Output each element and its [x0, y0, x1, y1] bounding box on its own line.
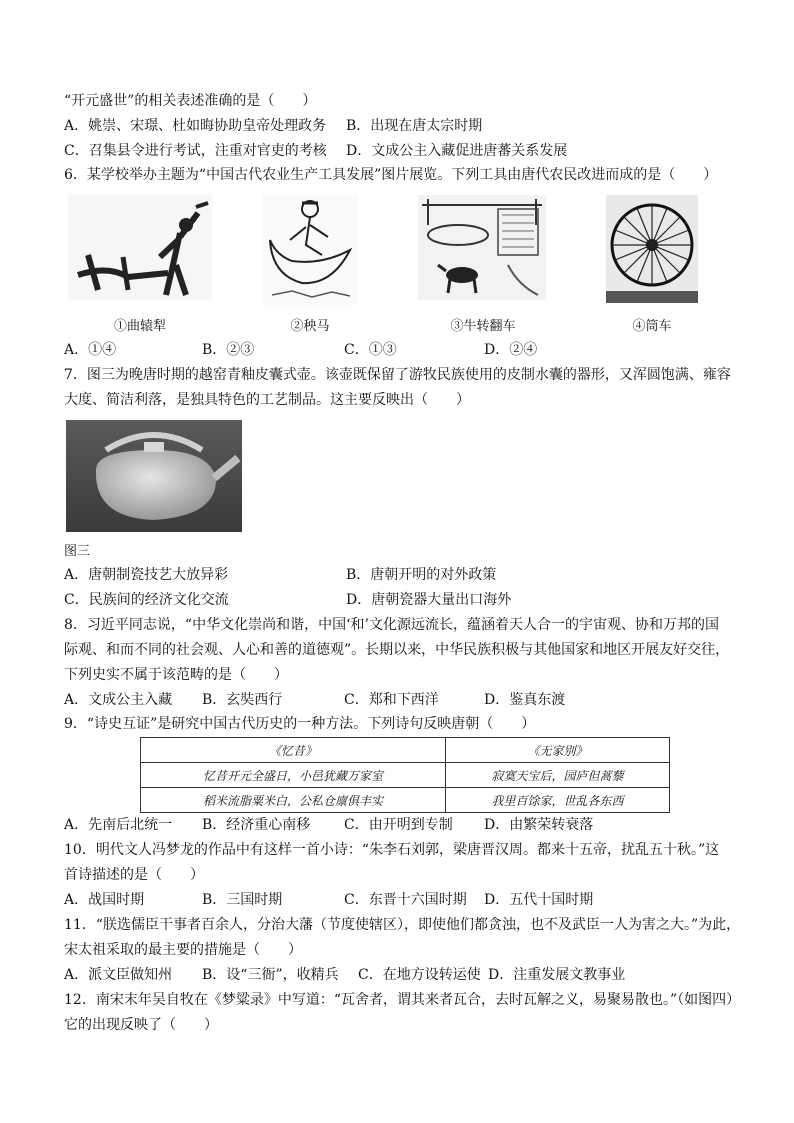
table-cell: 稻米流脂粟米白，公私仓廪俱丰实 [141, 788, 446, 813]
q10-option-c: C．东晋十六国时期 [344, 892, 467, 908]
q5-option-d: D．文成公主入藏促进唐蕃关系发展 [346, 143, 568, 159]
q5-stem: “开元盛世”的相关表述准确的是（ ） [64, 93, 317, 109]
poem-table [140, 737, 670, 813]
table-header-cell: 《忆昔》 [141, 738, 446, 763]
q6-caption-2: ②秧马 [290, 319, 330, 334]
q6-caption-4: ④筒车 [632, 319, 672, 334]
q7-option-b: B．唐朝开明的对外政策 [346, 567, 497, 583]
q11-stem-line2: 宋太祖采取的最主要的措施是（ ） [64, 942, 302, 958]
q11-option-a: A．派文臣做知州 [64, 967, 173, 983]
q5-option-c: C．召集县令进行考试，注重对官吏的考核 [64, 143, 327, 159]
q10-option-d: D．五代十国时期 [484, 892, 594, 908]
q12-stem-line1: 12．南宋末年吴自牧在《梦粱录》中写道：“瓦舍者，谓其来者瓦合，去时瓦解之义，易聚易散也。”（如图四） [64, 992, 741, 1008]
ox-waterwheel-image [418, 195, 546, 300]
q10-option-b: B．三国时期 [202, 892, 283, 908]
q5-option-a: A．姚崇、宋璟、杜如晦协助皇帝处理政务 [64, 118, 327, 134]
q6-option-b: B．②③ [202, 342, 255, 358]
q11-stem-line1: 11．“朕选儒臣干事者百余人，分治大藩（节度使辖区），即使他们都贪浊，也不及武臣一人为害之大。”为此， [64, 917, 741, 933]
table-cell: 忆昔开元全盛日，小邑犹藏万家室 [141, 763, 446, 788]
q8-option-d: D．鉴真东渡 [484, 692, 566, 708]
celadon-pot-image [66, 420, 242, 532]
q7-option-a: A．唐朝制瓷技艺大放异彩 [64, 567, 229, 583]
plow-image [68, 195, 212, 300]
q9-option-d: D．由繁荣转衰落 [484, 817, 594, 833]
table-cell: 我里百馀家，世乱各东西 [445, 788, 669, 813]
q7-stem-line1: 7．图三为晚唐时期的越窑青釉皮囊式壶。该壶既保留了游牧民族使用的皮制水囊的器形，又浑圆饱满、雍容 [64, 367, 731, 383]
table-row [141, 738, 670, 763]
q6-option-a: A．①④ [64, 342, 117, 358]
q9-option-c: C．由开明到专制 [344, 817, 453, 833]
q8-option-c: C．郑和下西洋 [344, 692, 439, 708]
table-row [141, 788, 670, 813]
q11-option-b: B．设“三衙”，收精兵 [202, 967, 339, 983]
q6-option-d: D．②④ [484, 342, 538, 358]
q8-stem-line3: 下列史实不属于该范畴的是（ ） [64, 667, 288, 683]
q7-option-c: C．民族间的经济文化交流 [64, 592, 229, 608]
q8-option-a: A．文成公主入藏 [64, 692, 173, 708]
q6-option-c: C．①③ [344, 342, 397, 358]
q10-stem-line1: 10．明代文人冯梦龙的作品中有这样一首小诗：“朱李石刘郭，梁唐晋汉周。都来十五帝，扰乱五十秋。”这 [64, 842, 720, 858]
q7-option-d: D．唐朝瓷器大量出口海外 [346, 592, 512, 608]
q8-stem-line1: 8．习近平同志说，“中华文化崇尚和谐，中国‘和’文化源远流长，蕴涵着天人合一的宇宙观、协和万邦的国 [64, 617, 719, 633]
q10-option-a: A．战国时期 [64, 892, 145, 908]
q9-stem: 9．“诗史互证”是研究中国古代历史的一种方法。下列诗句反映唐朝（ ） [64, 716, 536, 732]
table-row [141, 763, 670, 788]
q11-option-c: C．在地方设转运使 [358, 967, 481, 983]
q8-stem-line2: 际观、和而不同的社会观、人心和善的道德观”。长期以来，中华民族积极与其他国家和地区开展友好交往， [64, 642, 730, 658]
q9-option-a: A．先南后北统一 [64, 817, 173, 833]
q11-option-d: D．注重发展文教事业 [488, 967, 626, 983]
q8-option-b: B．玄奘西行 [202, 692, 283, 708]
q6-caption-1: ①曲辕犁 [113, 319, 166, 334]
table-cell: 寂寞天宝后，园庐但蒿藜 [445, 763, 669, 788]
q7-stem-line2: 大度、简洁利落，是独具特色的工艺制品。这主要反映出（ ） [64, 392, 470, 408]
q6-stem: 6．某学校举办主题为“中国古代农业生产工具发展”图片展览。下列工具由唐代农民改进而成的是（ ） [64, 167, 718, 183]
q6-caption-3: ③牛转翻车 [450, 319, 516, 334]
q10-stem-line2: 首诗描述的是（ ） [64, 867, 204, 883]
q12-stem-line2: 它的出现反映了（ ） [64, 1017, 218, 1033]
tongche-image [606, 195, 698, 303]
q9-option-b: B．经济重心南移 [202, 817, 311, 833]
figure-3-label: 图三 [64, 544, 91, 559]
q5-option-b: B．出现在唐太宗时期 [346, 118, 483, 134]
yangma-image [262, 195, 358, 305]
table-header-cell: 《无家别》 [445, 738, 669, 763]
